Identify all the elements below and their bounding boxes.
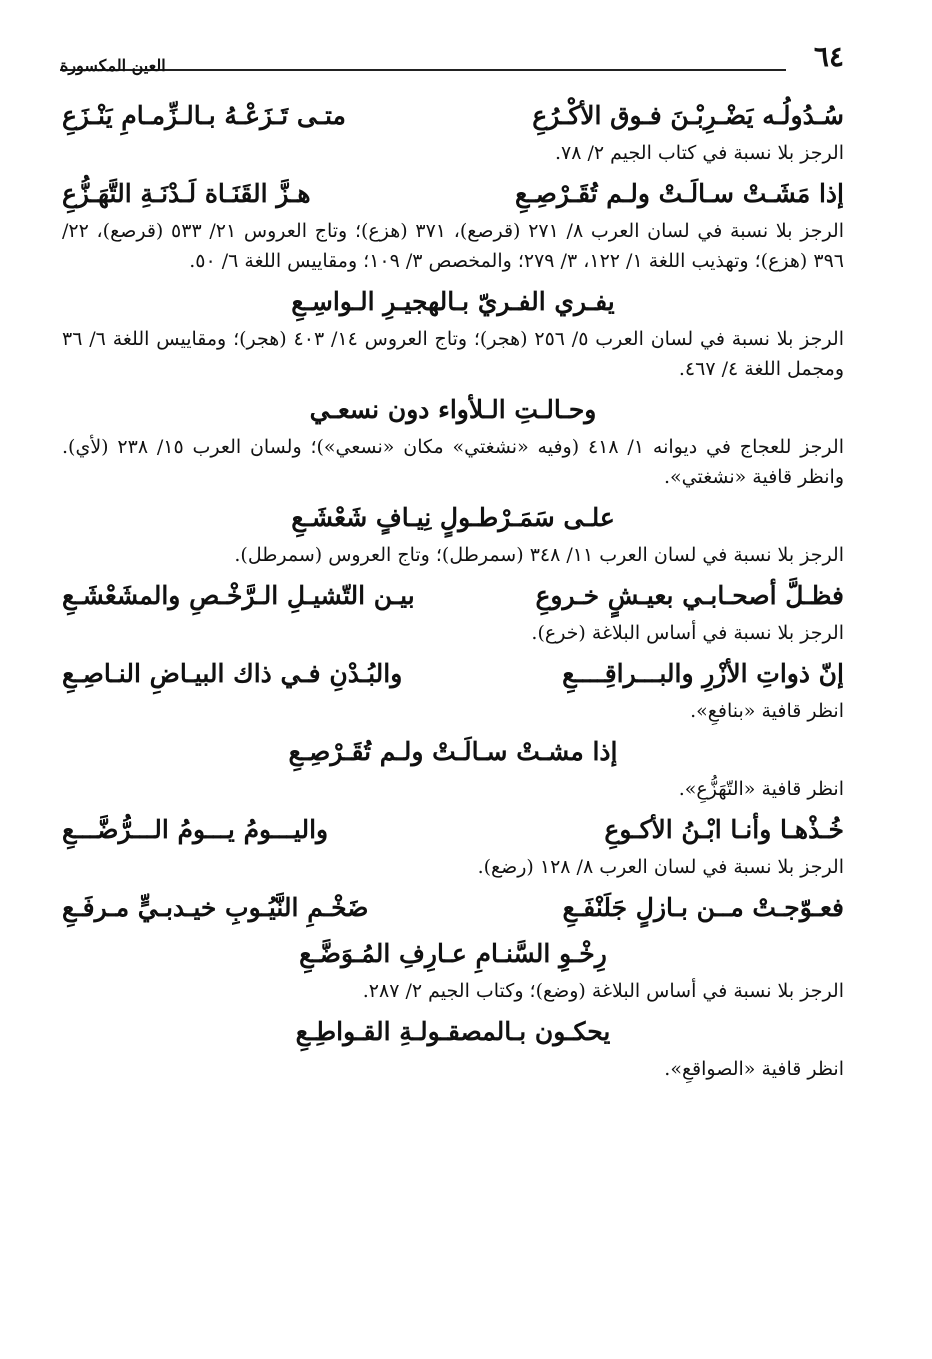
verse-line	[62, 390, 844, 430]
citation-note: الرجز بلا نسبة في أساس البلاغة (وضع)؛ وكتاب الجيم ٢/ ٢٨٧.	[362, 980, 844, 1002]
citation-note: انظر قافية «الصواقعِ».	[664, 1058, 844, 1080]
first-hemistich: فعـوّجـتْ مــن بـازلٍ جَلَنْفَـعِ	[562, 893, 844, 922]
single-hemistich: يحكـون بـالمصقـولـةِ القـواطِـعِ	[295, 1017, 611, 1046]
single-hemistich: رِخْـوِ السَّنـامِ عـارِفِ المُـوَضَّـعِ	[299, 939, 607, 968]
page-number: ٦٤	[813, 40, 844, 73]
first-hemistich: سُـدُولُـه يَضْـرِبْـنَ فـوق الأكْـرُعِ	[532, 101, 844, 130]
verse-line	[62, 96, 844, 136]
single-hemistich: إذا مشـتْ سـالَـتْ ولـم تُقَـرْصِـعِ	[288, 737, 618, 766]
first-hemistich: خُـذْهـا وأنـا ابْـنُ الأكـوعِ	[604, 815, 844, 844]
verse-line	[62, 934, 844, 974]
single-hemistich: وحـالـتِ الـلأواء دون نسعـي	[309, 395, 597, 424]
citation-note: الرجز للعجاج في ديوانه ١/ ٤١٨ (وفيه «نشغتي» مكان «نسعي»)؛ ولسان العرب ١٥/ ٢٣٨ (لأي). وانظر قافية «نشغتي».	[62, 436, 844, 488]
chapter-title: العين المكسورة	[60, 56, 166, 75]
citation-note: الرجز بلا نسبة في كتاب الجيم ٢/ ٧٨.	[554, 142, 844, 164]
citation-note: الرجز بلا نسبة في لسان العرب ١١/ ٣٤٨ (سمرطل)؛ وتاج العروس (سمرطل).	[234, 544, 844, 566]
second-hemistich: متـى تَـزَعْـهُ بـالـزِّمـامِ يَنْـزَعِ	[62, 101, 346, 130]
page-body	[62, 90, 844, 1090]
first-hemistich: إنّ ذواتِ الأزْرِ والبـــراقِــــعِ	[562, 659, 844, 688]
verse-line	[62, 174, 844, 214]
verse-line	[62, 282, 844, 322]
citation-note: انظر قافية «التّهَزُّعِ».	[678, 778, 844, 800]
second-hemistich: ضَخْـمِ النَّيُـوبِ خيـدبـيٍّ مـرفَـعِ	[62, 893, 369, 922]
citation-note: انظر قافية «بنافعِ».	[690, 700, 844, 722]
second-hemistich: هـزَّ القَنَـاة لَـدْنَـةِ التَّهَـزُّعِ	[62, 179, 311, 208]
verse-line	[62, 576, 844, 616]
verse-line	[62, 810, 844, 850]
verse-line	[62, 654, 844, 694]
single-hemistich: يفـري الفـريّ بـالهجيـرِ الـواسِـعِ	[291, 287, 615, 316]
second-hemistich: والبُـدْنِ فـي ذاك البيـاضِ النـاصِـعِ	[62, 659, 403, 688]
verse-line	[62, 888, 844, 928]
citation-note: الرجز بلا نسبة في لسان العرب ٥/ ٢٥٦ (هجر)؛ وتاج العروس ١٤/ ٤٠٣ (هجر)؛ ومقاييس اللغة ٦/ ٣٦ ومجمل اللغة ٤/ ٤٦٧.	[62, 328, 844, 380]
verse-line	[62, 1012, 844, 1052]
verse-line	[62, 732, 844, 772]
verse-line	[62, 498, 844, 538]
citation-note: الرجز بلا نسبة في لسان العرب ٨/ ٢٧١ (قرصع)، ٣٧١ (هزع)؛ وتاج العروس ٢١/ ٥٣٣ (قرصع)، ٢٢/ ٣٩٦ (هزع)؛ وتهذيب اللغة ١/ ١٢٢، ٣/ ٢٧٩؛ والمخصص ٣/ ١٠٩؛ ومقاييس اللغة ٦/ ٥٠.	[62, 220, 844, 272]
first-hemistich: فظـلَّ أصحـابـي بعيـشٍ خـروعِ	[535, 581, 844, 610]
second-hemistich: بيـن التّشيـلِ الـرَّخْـصِ والمشَعْشَـعِ	[62, 581, 415, 610]
page-header	[60, 40, 844, 80]
citation-note: الرجز بلا نسبة في أساس البلاغة (خرع).	[531, 622, 844, 644]
header-rule	[60, 69, 786, 71]
single-hemistich: علـى سَمَـرْطـولٍ نِيـافٍ شَعْشَـعِ	[291, 503, 615, 532]
citation-note: الرجز بلا نسبة في لسان العرب ٨/ ١٢٨ (رضع).	[477, 856, 844, 878]
first-hemistich: إذا مَشَـتْ سـالَـتْ ولـم تُقَـرْصِـعِ	[514, 179, 844, 208]
second-hemistich: واليـــومُ يـــومُ الـــرُّضَّـــعِ	[62, 815, 329, 844]
